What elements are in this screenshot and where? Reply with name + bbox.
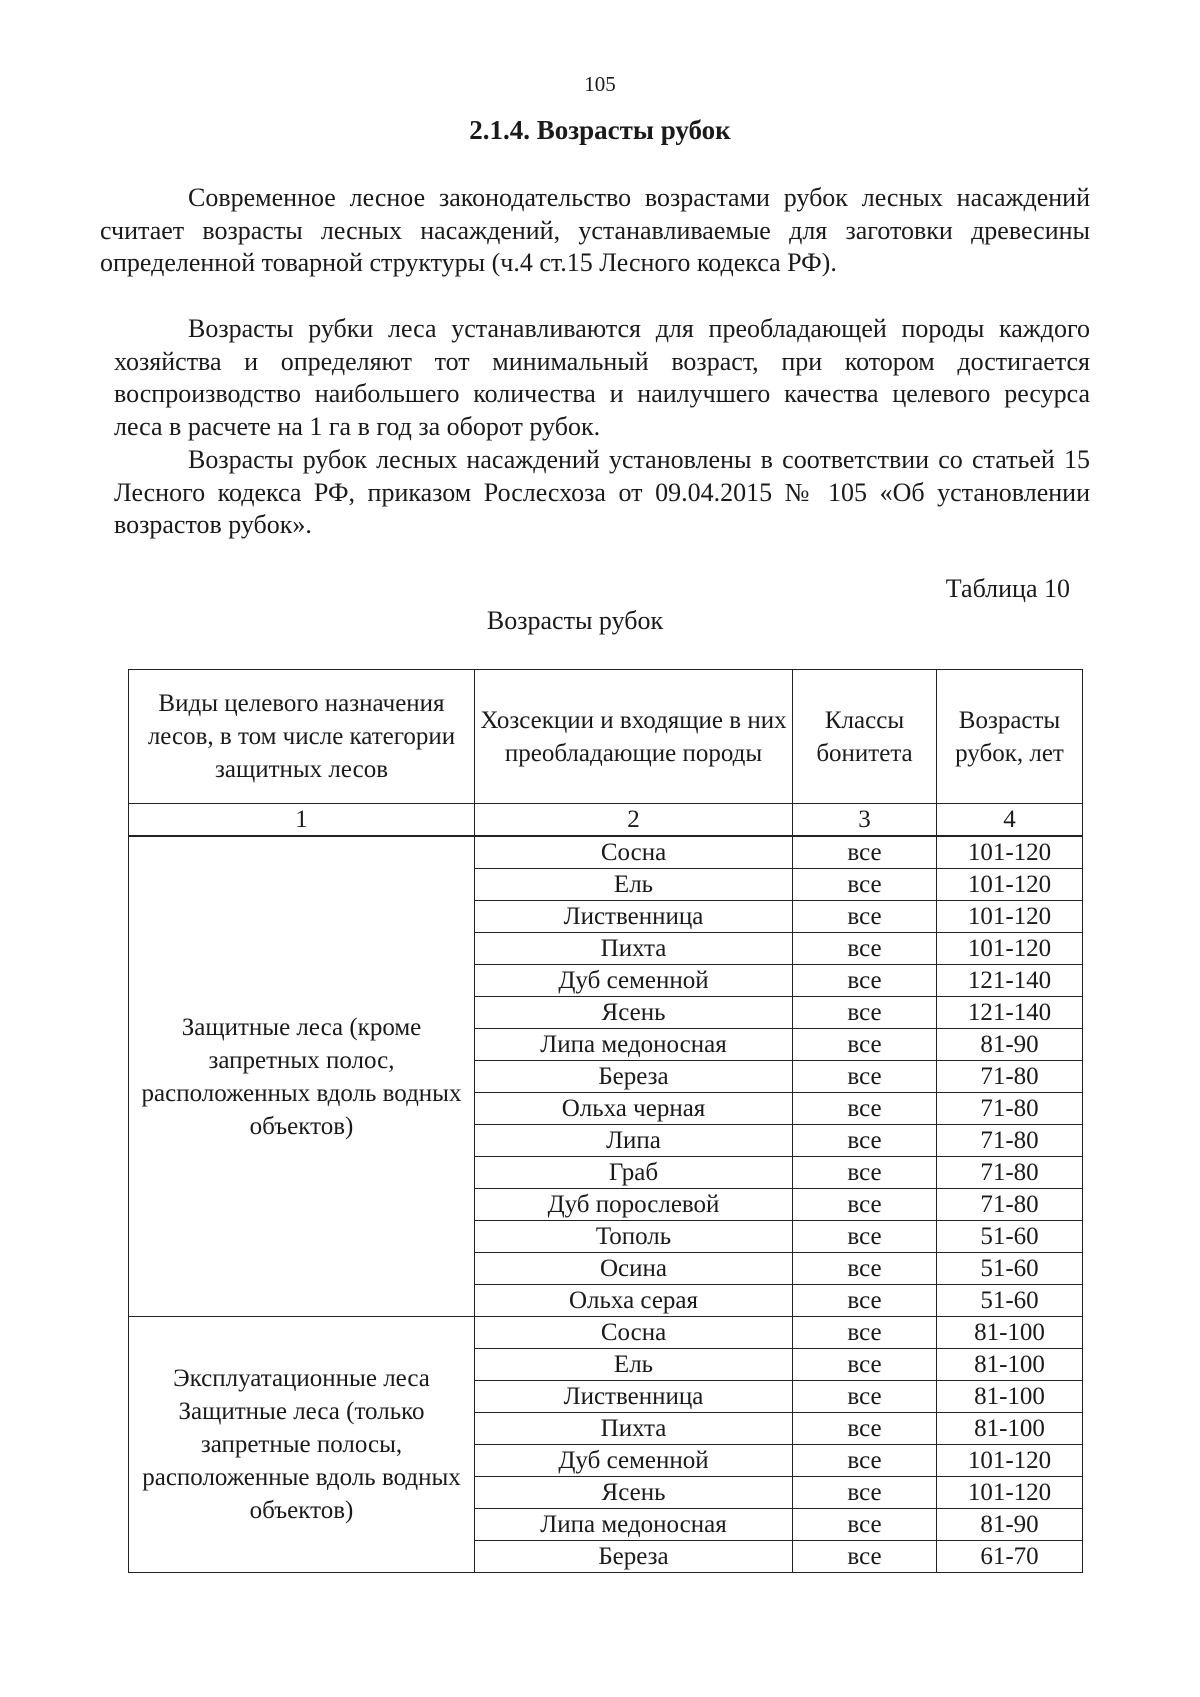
- bonitet-cell: все: [793, 836, 937, 869]
- cutting-age-cell: 51-60: [937, 1285, 1083, 1317]
- bonitet-cell: все: [793, 1061, 937, 1093]
- species-cell: Береза: [475, 1061, 793, 1093]
- cutting-age-cell: 101-120: [937, 933, 1083, 965]
- cutting-age-cell: 101-120: [937, 836, 1083, 869]
- bonitet-cell: все: [793, 965, 937, 997]
- species-cell: Ясень: [475, 1477, 793, 1509]
- species-cell: Пихта: [475, 933, 793, 965]
- species-cell: Ель: [475, 869, 793, 901]
- species-cell: Дуб семенной: [475, 1445, 793, 1477]
- column-number: 1: [129, 804, 475, 837]
- header-cell: Возрасты рубок, лет: [937, 670, 1083, 804]
- cutting-age-cell: 81-100: [937, 1317, 1083, 1349]
- bonitet-cell: все: [793, 997, 937, 1029]
- column-number: 4: [937, 804, 1083, 837]
- cutting-age-cell: 81-100: [937, 1381, 1083, 1413]
- cutting-age-cell: 71-80: [937, 1061, 1083, 1093]
- header-cell: Классы бонитета: [793, 670, 937, 804]
- bonitet-cell: все: [793, 1221, 937, 1253]
- column-number-row: [129, 804, 1083, 837]
- cutting-age-cell: 81-100: [937, 1349, 1083, 1381]
- bonitet-cell: все: [793, 1253, 937, 1285]
- section-heading: 2.1.4. Возрасты рубок: [469, 115, 731, 145]
- cutting-age-cell: 51-60: [937, 1221, 1083, 1253]
- species-cell: Граб: [475, 1157, 793, 1189]
- species-cell: Осина: [475, 1253, 793, 1285]
- cutting-age-cell: 121-140: [937, 997, 1083, 1029]
- bonitet-cell: все: [793, 933, 937, 965]
- cutting-age-cell: 61-70: [937, 1541, 1083, 1573]
- species-cell: Лиственница: [475, 901, 793, 933]
- cutting-age-cell: 71-80: [937, 1189, 1083, 1221]
- bonitet-cell: все: [793, 1541, 937, 1573]
- bonitet-cell: все: [793, 1349, 937, 1381]
- bonitet-cell: все: [793, 901, 937, 933]
- bonitet-cell: все: [793, 1445, 937, 1477]
- paragraph-3: Возрасты рубок лесных насаждений установлены в соответствии со статьей 15 Лесного кодекса РФ, приказом Рослесхоза от 09.04.2015 № 105 «Об установлении возрастов рубок».: [114, 445, 1090, 539]
- cutting-age-cell: 101-120: [937, 1477, 1083, 1509]
- bonitet-cell: все: [793, 1477, 937, 1509]
- species-cell: Липа: [475, 1125, 793, 1157]
- bonitet-cell: все: [793, 1189, 937, 1221]
- column-number: 3: [793, 804, 937, 837]
- bonitet-cell: все: [793, 1157, 937, 1189]
- forest-category-cell: Эксплуатационные леса Защитные леса (только запретные полосы, расположенные вдоль водных объектов): [129, 1317, 475, 1573]
- header-cell: Виды целевого назначения лесов, в том числе категории защитных лесов: [129, 670, 475, 804]
- table-row: [129, 836, 1083, 869]
- cutting-ages-table: [128, 669, 1083, 1573]
- species-cell: Ольха серая: [475, 1285, 793, 1317]
- species-cell: Береза: [475, 1541, 793, 1573]
- bonitet-cell: все: [793, 1509, 937, 1541]
- cutting-age-cell: 81-90: [937, 1029, 1083, 1061]
- paragraph-1: Современное лесное законодательство возрастами рубок лесных насаждений считает возрасты лесных насаждений, устанавливаемые для заготовки древесины определенной товарной структуры (ч.4 ст.15 Лесного кодекса РФ).: [100, 183, 1090, 277]
- cutting-age-cell: 71-80: [937, 1093, 1083, 1125]
- species-cell: Сосна: [475, 1317, 793, 1349]
- cutting-age-cell: 81-90: [937, 1509, 1083, 1541]
- bonitet-cell: все: [793, 1317, 937, 1349]
- bonitet-cell: все: [793, 1029, 937, 1061]
- bonitet-cell: все: [793, 1093, 937, 1125]
- cutting-age-cell: 101-120: [937, 1445, 1083, 1477]
- page-number: 105: [584, 72, 616, 96]
- header-cell: Хозсекции и входящие в них преобладающие породы: [475, 670, 793, 804]
- bonitet-cell: все: [793, 869, 937, 901]
- table-row: [129, 1317, 1083, 1349]
- species-cell: Ольха черная: [475, 1093, 793, 1125]
- paragraph-2: Возрасты рубки леса устанавливаются для преобладающей породы каждого хозяйства и определяют тот минимальный возраст, при котором достигается воспроизводство наибольшего количества и наилучшего качества целевого ресурса леса в расчете на 1 га в год за оборот рубок.: [114, 314, 1090, 441]
- table-label: Таблица 10: [945, 574, 1070, 603]
- bonitet-cell: все: [793, 1413, 937, 1445]
- bonitet-cell: все: [793, 1381, 937, 1413]
- cutting-age-cell: 121-140: [937, 965, 1083, 997]
- table-title: Возрасты рубок: [486, 606, 664, 635]
- species-cell: Липа медоносная: [475, 1029, 793, 1061]
- species-cell: Сосна: [475, 836, 793, 869]
- species-cell: Лиственница: [475, 1381, 793, 1413]
- cutting-age-cell: 81-100: [937, 1413, 1083, 1445]
- column-number: 2: [475, 804, 793, 837]
- cutting-age-cell: 101-120: [937, 869, 1083, 901]
- species-cell: Тополь: [475, 1221, 793, 1253]
- cutting-age-cell: 71-80: [937, 1125, 1083, 1157]
- species-cell: Дуб порослевой: [475, 1189, 793, 1221]
- cutting-age-cell: 51-60: [937, 1253, 1083, 1285]
- forest-category-cell: Защитные леса (кроме запретных полос, расположенных вдоль водных объектов): [129, 836, 475, 1317]
- species-cell: Ясень: [475, 997, 793, 1029]
- table-header-row: [129, 670, 1083, 804]
- species-cell: Пихта: [475, 1413, 793, 1445]
- species-cell: Липа медоносная: [475, 1509, 793, 1541]
- bonitet-cell: все: [793, 1285, 937, 1317]
- cutting-age-cell: 71-80: [937, 1157, 1083, 1189]
- bonitet-cell: все: [793, 1125, 937, 1157]
- species-cell: Ель: [475, 1349, 793, 1381]
- cutting-age-cell: 101-120: [937, 901, 1083, 933]
- species-cell: Дуб семенной: [475, 965, 793, 997]
